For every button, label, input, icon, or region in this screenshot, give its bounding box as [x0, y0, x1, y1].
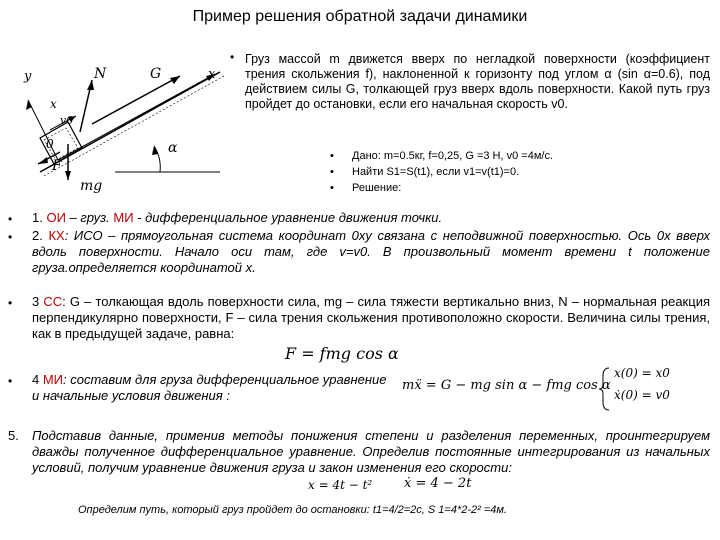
bullet: •	[8, 374, 13, 388]
step-5: Подставив данные, применив методы понижения степени и разделения переменных, проинтегрируем дважды полученное дифференциальное уравнение. Определив постоянные интегрирования из начальных условий, получим уравнение движения груза и закон изменения его скорости:	[32, 428, 710, 475]
step-3: 3 СС: G – толкающая вдоль поверхности сила, mg – сила тяжести вертикально вниз, N – нормальная реакция перпендикулярно поверхности, F – сила трения скольжения противоположно скорости. Величина силы трения, как в предыдущей задаче, равна:	[32, 294, 710, 341]
brace-icon	[598, 366, 612, 412]
find-line: • Найти S1=S(t1), если v1=v(t1)=0.	[330, 166, 520, 178]
friction-formula: F = fmg cos α	[285, 344, 399, 363]
initial-condition-v: ẋ(0) = v0	[614, 388, 670, 402]
conclusion: Определим путь, который груз пройдет до остановки: t1=4/2=2с, S 1=4*2-2² =4м.	[78, 504, 507, 516]
step-1: 1. ОИ – груз. МИ - дифференциальное уравнение движения точки.	[32, 210, 443, 225]
label-alpha: α	[168, 140, 178, 156]
task-statement: Груз массой m движется вверх по негладкой поверхности (коэффициент трения скольжения f), наклоненной к горизонту под углом α (sin α=0.6), под действием силы G, толкающей груз вверх вдоль поверхности. Какой путь груз пройдет до остановки, если его начальная скорость v0.	[245, 52, 710, 111]
label-y: y	[24, 69, 32, 84]
label-x-axis: x	[208, 67, 216, 82]
page-title: Пример решения обратной задачи динамики	[192, 8, 528, 25]
step-4: 4 МИ: составим для груза дифференциальное уравнение и начальные условия движения :	[32, 372, 387, 403]
velocity-law: ẋ = 4 − 2t	[404, 476, 472, 491]
given-line: • Дано: m=0.5кг, f=0,25, G =3 H, v0 =4м/с.	[330, 150, 554, 162]
label-mg: mg	[80, 178, 103, 194]
given-block	[330, 148, 553, 196]
bullet: •	[8, 296, 13, 310]
step-2: 2. КХ: ИСО – прямоугольная система координат 0xy связана с неподвижной поверхностью. Ось 0x вверх вдоль поверхности. Начало оси там, где v=v0. В произвольный момент времени t положение груза.определяется координатой x.	[32, 228, 710, 275]
inclined-plane-diagram	[20, 60, 235, 195]
motion-law: x = 4t − t²	[308, 478, 373, 492]
label-N: N	[94, 66, 107, 82]
label-origin: 0	[46, 137, 54, 151]
label-v0: v0	[60, 114, 74, 127]
x-axis	[58, 74, 215, 160]
label-G: G	[150, 66, 162, 82]
label-F: F	[52, 158, 62, 174]
initial-condition-x: x(0) = x0	[614, 366, 670, 380]
bullet: •	[8, 230, 13, 244]
task-bullet: •	[230, 50, 235, 64]
motion-equation: mẍ = G − mg sin α − fmg cos α	[402, 378, 611, 393]
solution-label: • Решение:	[330, 182, 402, 194]
bullet: •	[8, 212, 13, 226]
label-x-coord: x	[50, 97, 57, 111]
step-5-number: 5.	[8, 428, 19, 443]
